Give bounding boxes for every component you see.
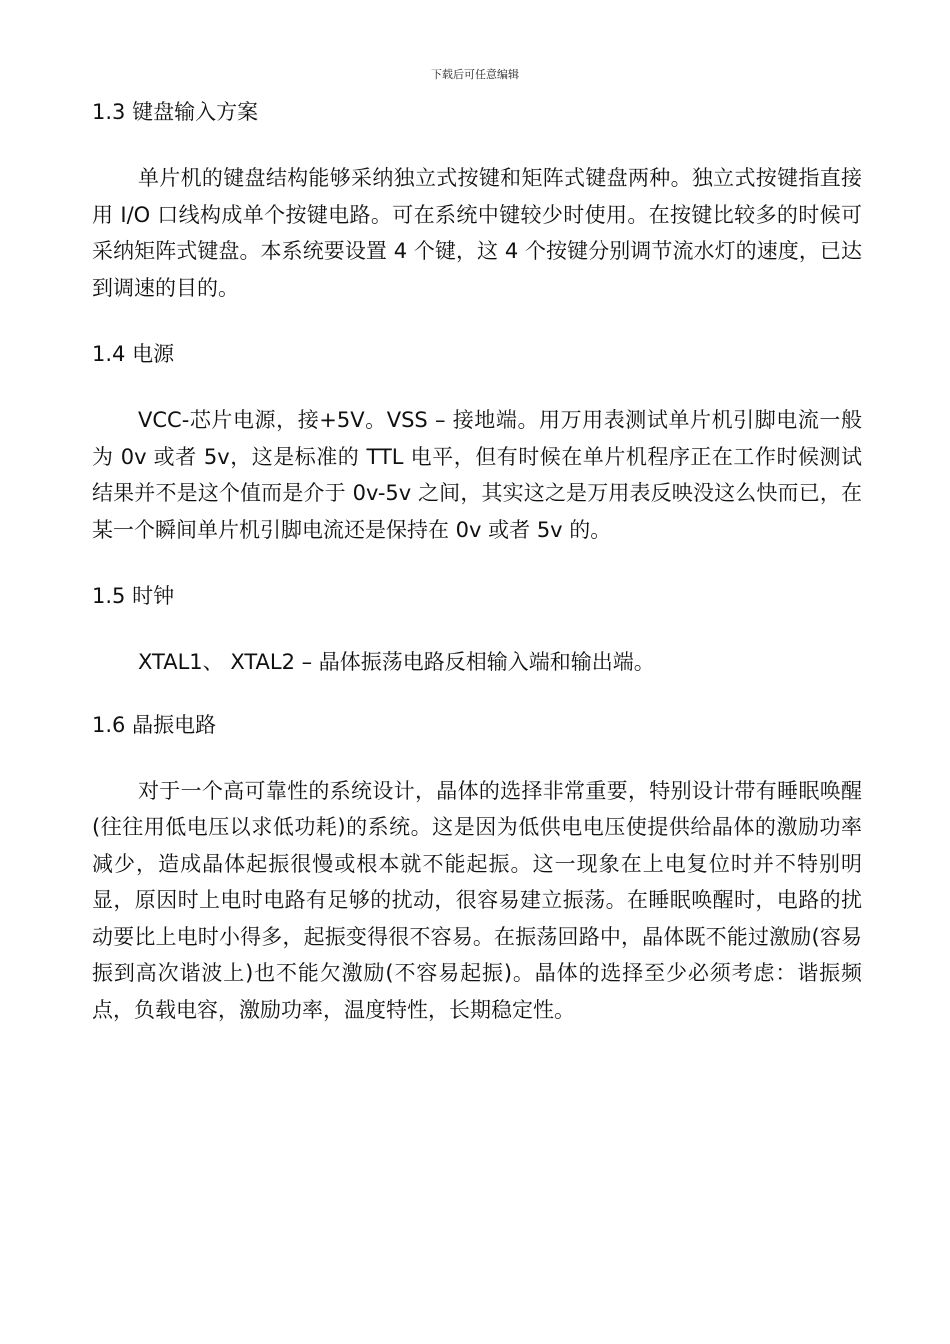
section-paragraph-keyboard-input: 单片机的键盘结构能够采纳独立式按键和矩阵式键盘两种。独立式按键指直接用 I/O 口线构成单个按键电路。可在系统中键较少时使用。在按键比较多的时候可采纳矩阵式键盘。本系统要设置 4 个键，这 4 个按键分别调节流水灯的速度，已达到调速的目的。 xyxy=(92,166,862,300)
section-paragraph-power-supply: VCC-芯片电源，接+5V。VSS – 接地端。用万用表测试单片机引脚电流一般为 0v 或者 5v，这是标准的 TTL 电平，但有时候在单片机程序正在工作时候测试结果并不是这个值而是介于 0v-5v 之间，其实这之是万用表反映没这么快而已，在某一个瞬间单片机引脚电流还是保持在 0v 或者 5v 的。 xyxy=(92,408,862,542)
section-heading-crystal-circuit: 1.6 晶振电路 xyxy=(92,712,217,737)
section-paragraph-crystal-circuit: 对于一个高可靠性的系统设计，晶体的选择非常重要，特别设计带有睡眠唤醒(往往用低电压以求低功耗)的系统。这是因为低供电电压使提供给晶体的激励功率减少，造成晶体起振很慢或根本就不能起振。这一现象在上电复位时并不特别明显，原因时上电时电路有足够的扰动，很容易建立振荡。在睡眠唤醒时，电路的扰动要比上电时小得多，起振变得很不容易。在振荡回路中，晶体既不能过激励(容易振到高次谐波上)也不能欠激励(不容易起振)。晶体的选择至少必须考虑：谐振频点，负载电容，激励功率，温度特性，长期稳定性。 xyxy=(92,778,862,1022)
document-body xyxy=(92,94,862,1058)
section-heading-power-supply: 1.4 电源 xyxy=(92,342,175,366)
section-heading-keyboard-input: 1.3 键盘输入方案 xyxy=(92,100,259,124)
section-heading-clock: 1.5 时钟 xyxy=(92,584,175,608)
page-header-note: 下载后可任意编辑 xyxy=(431,68,519,81)
section-paragraph-clock: XTAL1、 XTAL2 – 晶体振荡电路反相输入端和输出端。 xyxy=(138,650,655,674)
